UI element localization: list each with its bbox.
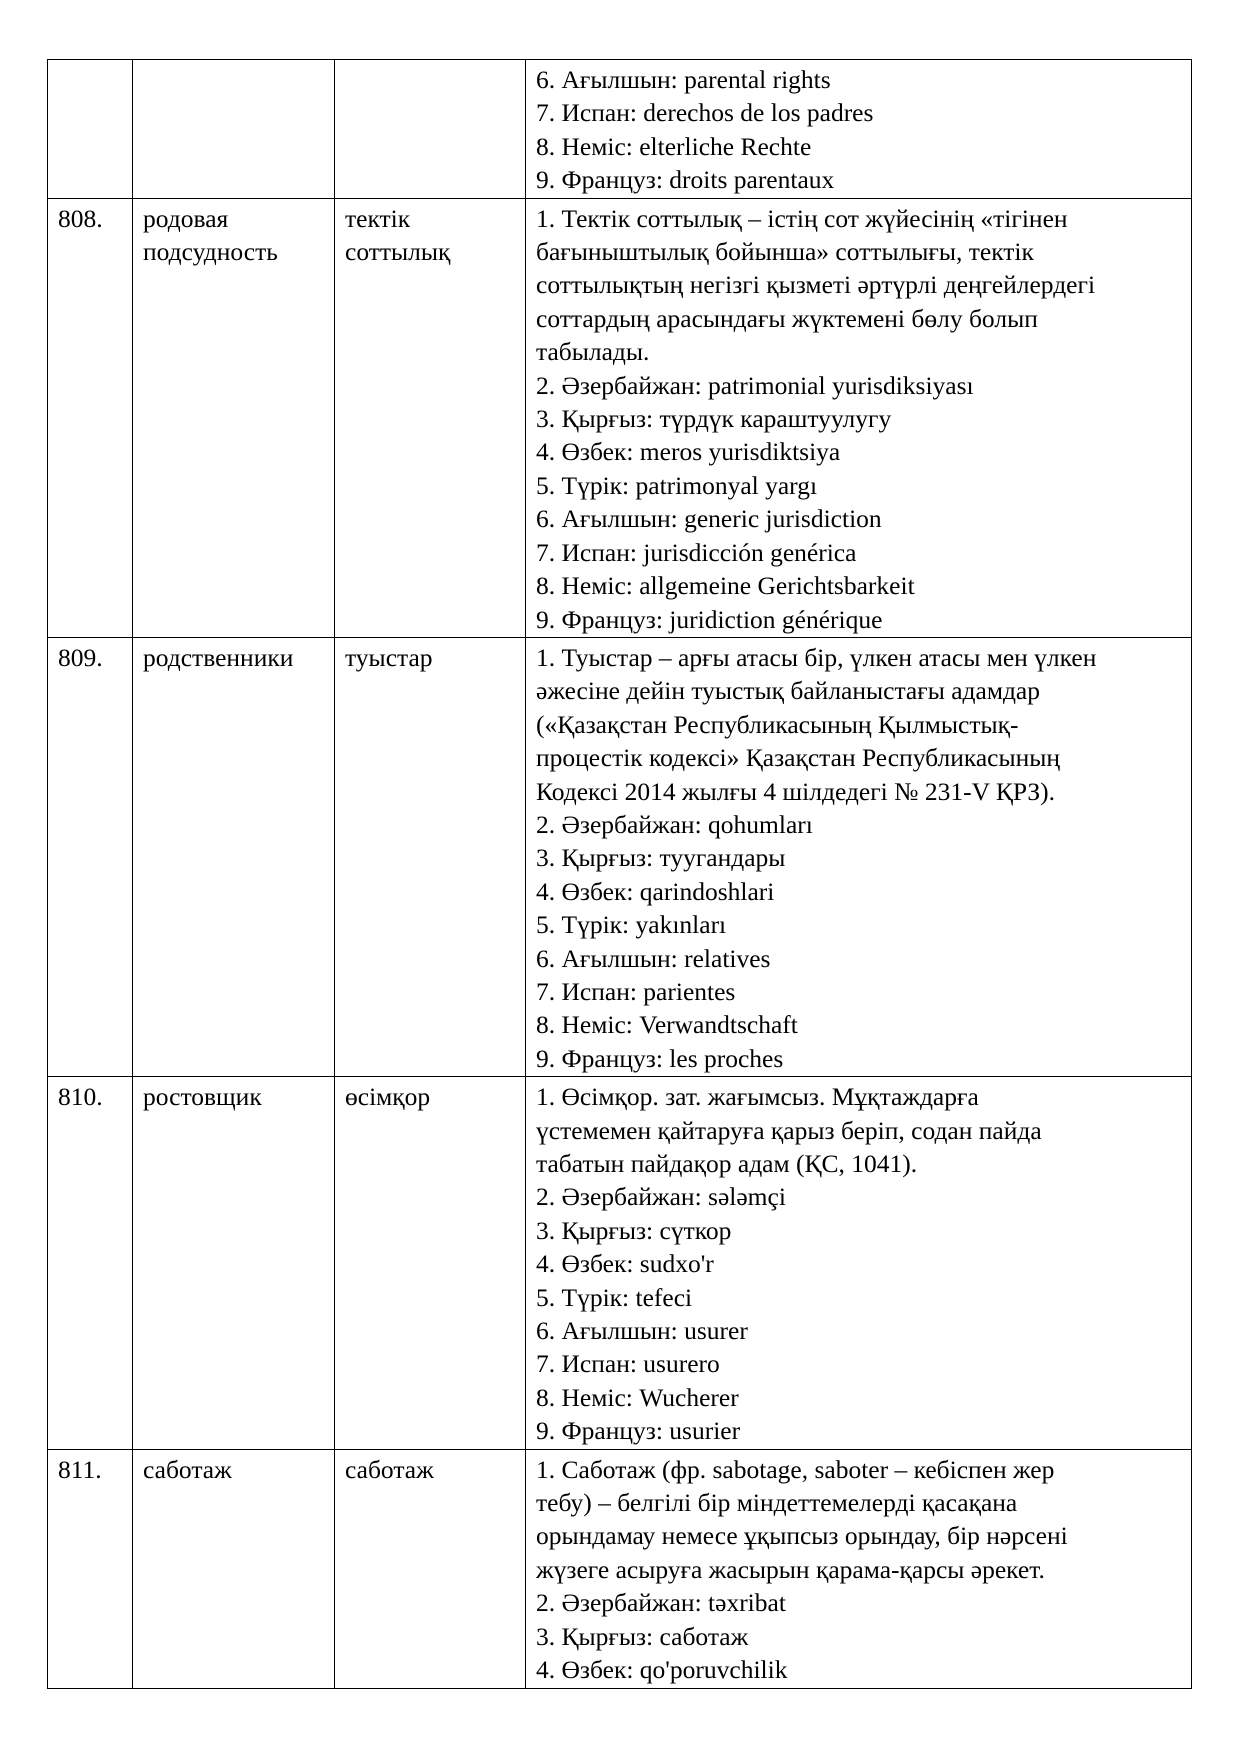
definition-cell-line: орындамау немесе ұқыпсыз орындау, бір нәрсені <box>536 1521 1068 1551</box>
kazakh-term-line: тектік <box>345 203 411 233</box>
definition-cell-line: әжесіне дейін туыстық байланыстағы адамдар <box>536 676 1040 706</box>
definition-cell <box>526 198 1192 637</box>
definition-cell-line: 5. Түрік: yakınları <box>536 910 727 940</box>
russian-term-line: саботаж <box>143 1454 232 1484</box>
definition-cell-line: 7. Испан: jurisdicción genérica <box>536 537 857 567</box>
definition-cell-line: 5. Түрік: patrimonyal yargı <box>536 470 818 500</box>
entry-number <box>48 60 133 199</box>
definition-cell-line: тебу) – белгілі бір міндеттемелерді қасақана <box>536 1488 1018 1518</box>
definition-cell-line: 6. Ағылшын: relatives <box>536 943 771 973</box>
definition-cell-line: 3. Қырғыз: саботаж <box>536 1621 749 1651</box>
entry-number: 811. <box>48 1449 133 1688</box>
definition-cell-line: 3. Қырғыз: туугандары <box>536 843 786 873</box>
definition-cell-line: 2. Әзербайжан: patrimonial yurisdiksiyası <box>536 370 974 400</box>
definition-cell-line: 9. Француз: juridiction générique <box>536 604 883 634</box>
definition-cell-line: 6. Ағылшын: usurer <box>536 1316 748 1346</box>
entry-number: 810. <box>48 1077 133 1449</box>
definition-cell-line: 7. Испан: usurero <box>536 1349 720 1379</box>
definition-cell-line: соттылықтың негізгі қызметі әртүрлі деңгейлердегі <box>536 270 1096 300</box>
definition-cell-line: табатын пайдақор адам (ҚС, 1041). <box>536 1149 918 1178</box>
kazakh-term-line: туыстар <box>345 642 433 672</box>
russian-term <box>133 60 335 199</box>
definition-cell-line: 3. Қырғыз: түрдүк караштуулугу <box>536 404 892 434</box>
definition-cell-line: соттардың арасындағы жүктемені бөлу болып <box>536 303 1038 333</box>
kazakh-term <box>335 1449 526 1688</box>
definition-cell-line: 5. Түрік: tefeci <box>536 1282 693 1312</box>
kazakh-term <box>335 1077 526 1449</box>
russian-term-line: ростовщик <box>143 1082 262 1112</box>
definition-cell-line: 1. Саботаж (фр. sabotage, saboter – кебіспен жер <box>536 1454 1055 1484</box>
definition-cell-line: 9. Француз: usurier <box>536 1416 741 1446</box>
definition-cell-line: 2. Әзербайжан: sələmçi <box>536 1182 786 1212</box>
russian-term <box>133 637 335 1076</box>
definition-cell-line: Кодексі 2014 жылғы 4 шілдедегі № 231-V ҚРЗ). <box>536 776 1056 806</box>
kazakh-term-line: өсімқор <box>345 1082 431 1112</box>
definition-cell <box>526 1077 1192 1449</box>
russian-term-line: подсудность <box>143 237 278 267</box>
definition-cell-line: 8. Неміс: elterliche Rechte <box>536 131 812 161</box>
definition-cell-line: 1. Тектік соттылық – істің сот жүйесінің «тігінен <box>536 203 1068 233</box>
entry-number: 809. <box>48 637 133 1076</box>
kazakh-term-line: саботаж <box>345 1454 434 1484</box>
definition-cell-line: 1. Туыстар – арғы атасы бір, үлкен атасы мен үлкен <box>536 642 1097 672</box>
russian-term-line: родовая <box>143 203 229 233</box>
glossary-table <box>47 59 1192 1689</box>
definition-cell-line: 9. Француз: les proches <box>536 1043 784 1073</box>
russian-term-line: родственники <box>143 642 294 672</box>
definition-cell-line: 7. Испан: parientes <box>536 976 736 1006</box>
definition-cell-line: 8. Неміс: Wucherer <box>536 1382 739 1412</box>
definition-cell <box>526 637 1192 1076</box>
definition-cell-line: 4. Өзбек: qarindoshlari <box>536 876 775 906</box>
definition-cell-line: 7. Испан: derechos de los padres <box>536 98 874 128</box>
definition-cell-line: процестік кодексі» Қазақстан Республикасының <box>536 743 1061 773</box>
kazakh-term <box>335 60 526 199</box>
definition-cell-line: бағыныштылық бойынша» соттылығы, тектік <box>536 237 1034 267</box>
definition-cell-line: 4. Өзбек: meros yurisdiktsiya <box>536 437 841 467</box>
definition-cell-line: 8. Неміс: Verwandtschaft <box>536 1010 798 1040</box>
kazakh-term <box>335 198 526 637</box>
glossary-table-body <box>48 60 1192 1689</box>
definition-cell-line: 4. Өзбек: sudxo'r <box>536 1249 714 1279</box>
definition-cell-line: 6. Ағылшын: generic jurisdiction <box>536 504 882 534</box>
russian-term <box>133 198 335 637</box>
definition-cell-line: 2. Әзербайжан: təxribat <box>536 1588 786 1618</box>
definition-cell-line: 2. Әзербайжан: qohumları <box>536 809 813 839</box>
definition-cell-line: («Қазақстан Республикасының Қылмыстық- <box>536 709 1019 739</box>
glossary-row <box>48 1077 1192 1449</box>
russian-term <box>133 1077 335 1449</box>
russian-term <box>133 1449 335 1688</box>
glossary-row <box>48 1449 1192 1688</box>
definition-cell-line: 9. Француз: droits parentaux <box>536 165 835 195</box>
definition-cell-line: 4. Өзбек: qo'poruvchilik <box>536 1655 788 1685</box>
definition-cell-line: 6. Ағылшын: parental rights <box>536 65 831 94</box>
definition-cell-line: 3. Қырғыз: сүткор <box>536 1215 732 1245</box>
definition-cell-line: 8. Неміс: allgemeine Gerichtsbarkeit <box>536 571 915 601</box>
glossary-row <box>48 637 1192 1076</box>
glossary-row <box>48 60 1192 199</box>
definition-cell <box>526 60 1192 199</box>
definition-cell-line: жүзеге асыруға жасырын қарама-қарсы әрекет. <box>536 1554 1045 1584</box>
kazakh-term-line: соттылық <box>345 237 451 267</box>
entry-number: 808. <box>48 198 133 637</box>
definition-cell-line: табылады. <box>536 337 650 367</box>
definition-cell-line: 1. Өсімқор. зат. жағымсыз. Мұқтаждарға <box>536 1082 979 1112</box>
kazakh-term <box>335 637 526 1076</box>
glossary-row <box>48 198 1192 637</box>
definition-cell <box>526 1449 1192 1688</box>
definition-cell-line: үстемемен қайтаруға қарыз беріп, содан пайда <box>536 1115 1042 1145</box>
